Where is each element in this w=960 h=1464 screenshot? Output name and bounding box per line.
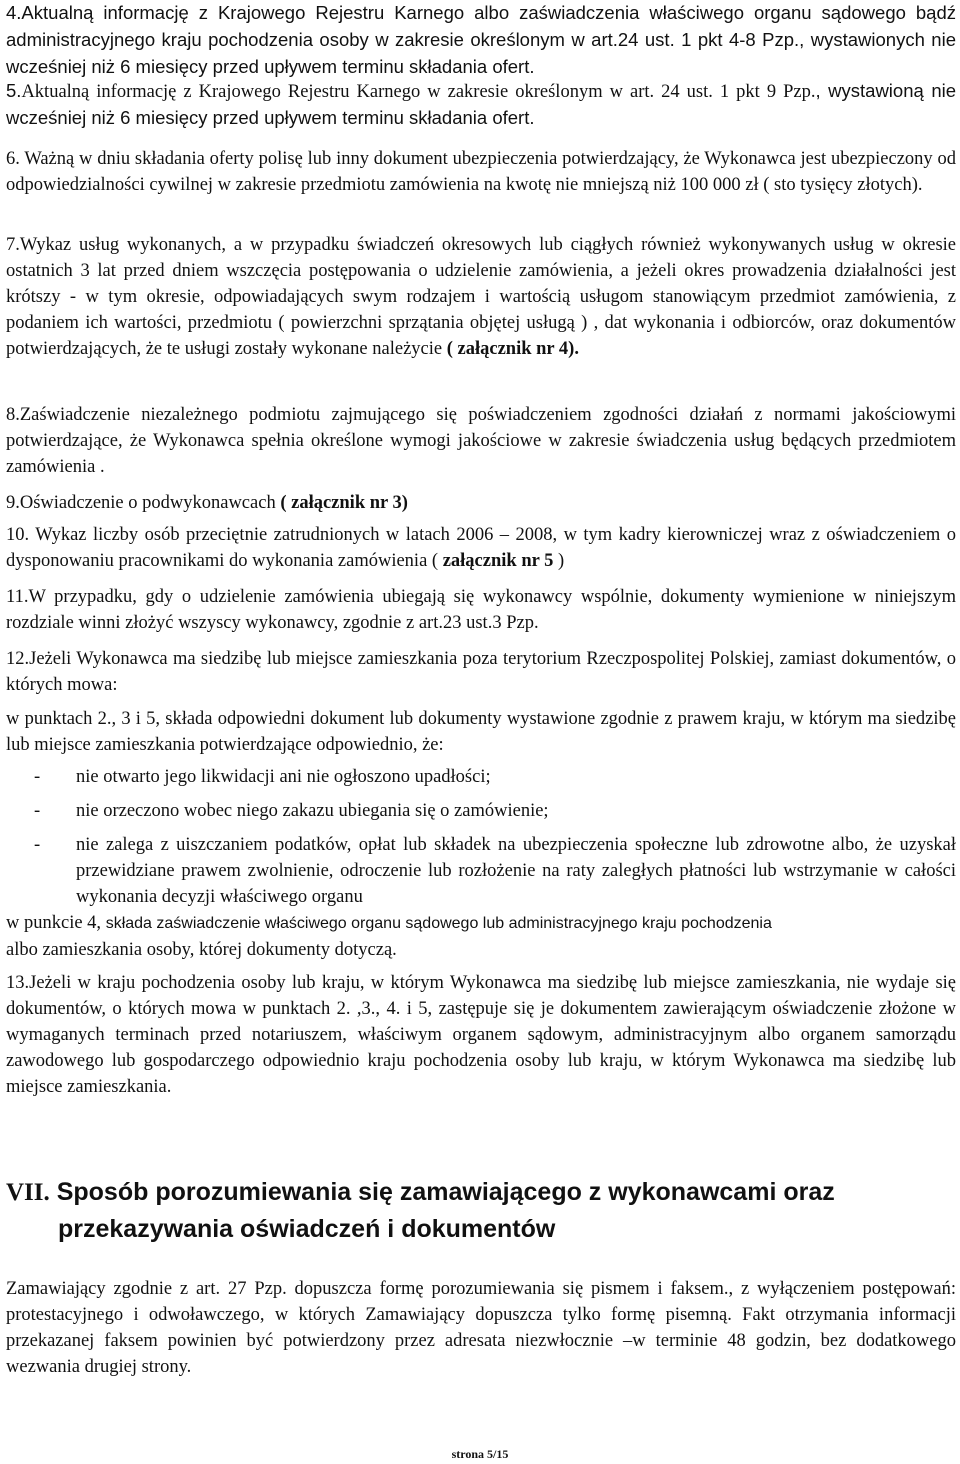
paragraph-8: 8.Zaświadczenie niezależnego podmiotu zajmującego się poświadczeniem zgodności działań z normami jakościowymi potwierdzające, że Wykonawca spełnia określone wymogi jakościowe w zakresie świadczenia usług będących przedmiotem zamówienia . <box>6 405 956 477</box>
paragraph-11: 11.W przypadku, gdy o udzielenie zamówienia ubiegają się wykonawcy wspólnie, dokumenty wymienione w niniejszym rozdziale winni złożyć wszyscy wykonawcy, zgodnie z art.23 ust.3 Pzp. <box>6 587 956 633</box>
paragraph-4: 4.Aktualną informację z Krajowego Rejestru Karnego albo zaświadczenia właściwego organu sądowego bądź administracyjnego kraju pochodzenia osoby w zakresie określonym w art.24 ust. 1 pkt 4-8 Pzp., wystawionych nie wcześniej niż 6 miesięcy przed upływem terminu składania ofert. <box>6 2 956 77</box>
paragraph-12-point-4: w punkcie 4, składa zaświadczenie właściwego organu sądowego lub administracyjnego kraju pochodzenia albo zamieszkania osoby, której dokumenty dotyczą. <box>6 913 772 960</box>
paragraph-12-sub: w punktach 2., 3 i 5, składa odpowiedni dokument lub dokumenty wystawione zgodnie z prawem kraju, w którym ma siedzibę lub miejsce zamieszkania potwierdzające odpowiednio, że: <box>6 709 956 755</box>
paragraph-12: 12.Jeżeli Wykonawca ma siedzibę lub miejsce zamieszkania poza terytorium Rzeczpospolitej Polskiej, zamiast dokumentów, o których mowa: <box>6 649 956 695</box>
paragraph-5: 5.Aktualną informację z Krajowego Rejestru Karnego w zakresie określonym w art. 24 ust. 1 pkt 9 Pzp., wystawioną nie wcześniej niż 6 miesięcy przed upływem terminu składania ofert. <box>6 80 957 128</box>
section-body: Zamawiający zgodnie z art. 27 Pzp. dopuszcza formę porozumiewania się pismem i faksem., z wyłączeniem postępowań: protestacyjnego i odwoławczego, w których Zamawiający dopuszcza tylko formę pisemną. Fakt otrzymania informacji przekazanej faksem powinien być potwierdzony przez adresata niezwłocznie –w terminie 48 godzin, bez dodatkowego wezwania drugiej strony. <box>6 1279 956 1377</box>
paragraph-6: 6. Ważną w dniu składania oferty polisę lub inny dokument ubezpieczenia potwierdzający, że Wykonawca jest ubezpieczony od odpowiedzialności cywilnej w zakresie przedmiotu zamówienia na kwotę nie mniejszą niż 100 000 zł ( sto tysięcy złotych). <box>6 149 956 195</box>
paragraph-9: 9.Oświadczenie o podwykonawcach ( załącznik nr 3) <box>6 493 408 513</box>
paragraph-13: 13.Jeżeli w kraju pochodzenia osoby lub kraju, w którym Wykonawca ma siedzibę lub miejsce zamieszkania, nie wydaje się dokumentów, o których mowa w punktach 2. ,3., 4. i 5, zastępuje się je dokumentem zawierającym oświadczenie złożone w wymaganych terminach przed notariuszem, właściwym organem sądowym, administracyjnym albo organem samorządu zawodowego lub gospodarczego odpowiednio kraju pochodzenia osoby lub kraju, w którym Wykonawca ma siedzibę lub miejsce zamieszkania. <box>6 973 956 1097</box>
paragraph-7: 7.Wykaz usług wykonanych, a w przypadku świadczeń okresowych lub ciągłych również wykonywanych usług w okresie ostatnich 3 lat przed dniem wszczęcia postępowania o udzielenie zamówienia, a jeżeli okres prowadzenia działalności jest krótszy - w tym okresie, odpowiadających swym rodzajem i wartością usługom stanowiącym przedmiot zamówienia, z podaniem ich wartości, przedmiotu ( powierzchni sprzątania objętej usługą ) , dat wykonania i odbiorców, oraz dokumentów potwierdzających, że te usługi zostały wykonane należycie ( załącznik nr 4). <box>6 235 956 359</box>
section-heading: VII. Sposób porozumiewania się zamawiającego z wykonawcami oraz przekazywania oświadczeń i dokumentów <box>6 1178 835 1243</box>
paragraph-10: 10. Wykaz liczby osób przeciętnie zatrudnionych w latach 2006 – 2008, w tym kadry kierowniczej wraz z oświadczeniem o dysponowaniu pracownikami do wykonania zamówienia ( załącznik nr 5 ) <box>6 525 956 571</box>
page-number: strona 5/15 <box>451 1447 509 1461</box>
